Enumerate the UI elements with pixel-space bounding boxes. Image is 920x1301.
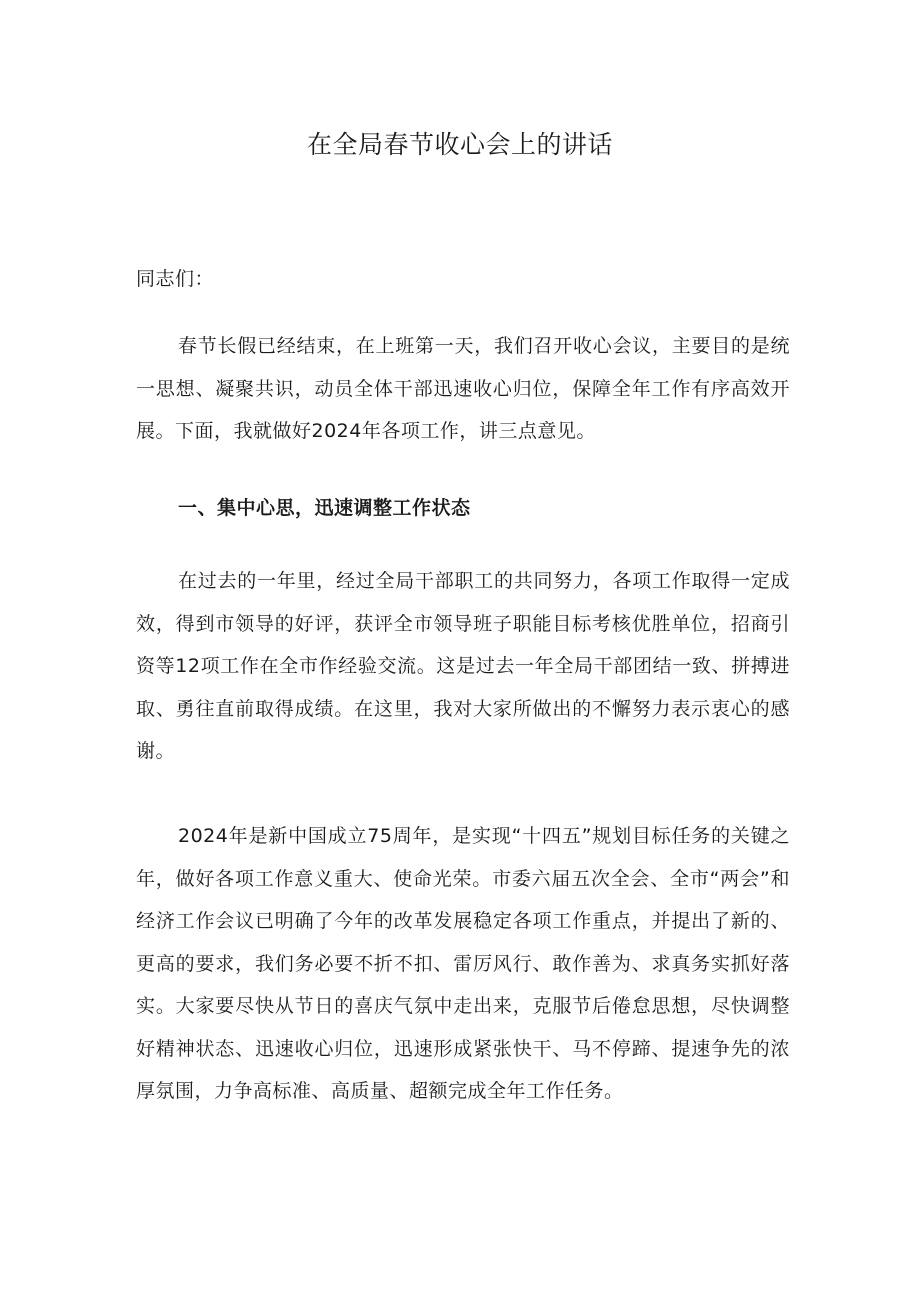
- salutation: 同志们：: [136, 268, 215, 290]
- paragraph-review: 在过去的一年里，经过全局干部职工的共同努力，各项工作取得一定成效，得到市领导的好评，获评全市领导班子职能目标考核优胜单位，招商引资等12项工作在全市作经验交流。这是过去一年全局干部团结一致、拼搏进取、勇往直前取得成绩。在这里，我对大家所做出的不懈努力表示衷心的感谢。: [136, 570, 790, 762]
- paragraph-2024-goals: 2024年是新中国成立75周年，是实现“十四五”规划目标任务的关键之年，做好各项工作意义重大、使命光荣。市委六届五次全会、全市“两会”和经济工作会议已明确了今年的改革发展稳定各项工作重点，并提出了新的、更高的要求，我们务必要不折不扣、雷厉风行、敢作善为、求真务实抓好落实。大家要尽快从节日的喜庆气氛中走出来，克服节后倦怠思想，尽快调整好精神状态、迅速收心归位，迅速形成紧张快干、马不停蹄、提速争先的浓厚氛围，力争高标准、高质量、超额完成全年工作任务。: [136, 825, 790, 1102]
- document-title: 在全局春节收心会上的讲话: [306, 130, 613, 159]
- paragraph-intro: 春节长假已经结束，在上班第一天，我们召开收心会议，主要目的是统一思想、凝聚共识，动员全体干部迅速收心归位，保障全年工作有序高效开展。下面，我就做好2024年各项工作，讲三点意见。: [136, 335, 790, 442]
- section-heading-1: 一、集中心思，迅速调整工作状态: [178, 497, 471, 519]
